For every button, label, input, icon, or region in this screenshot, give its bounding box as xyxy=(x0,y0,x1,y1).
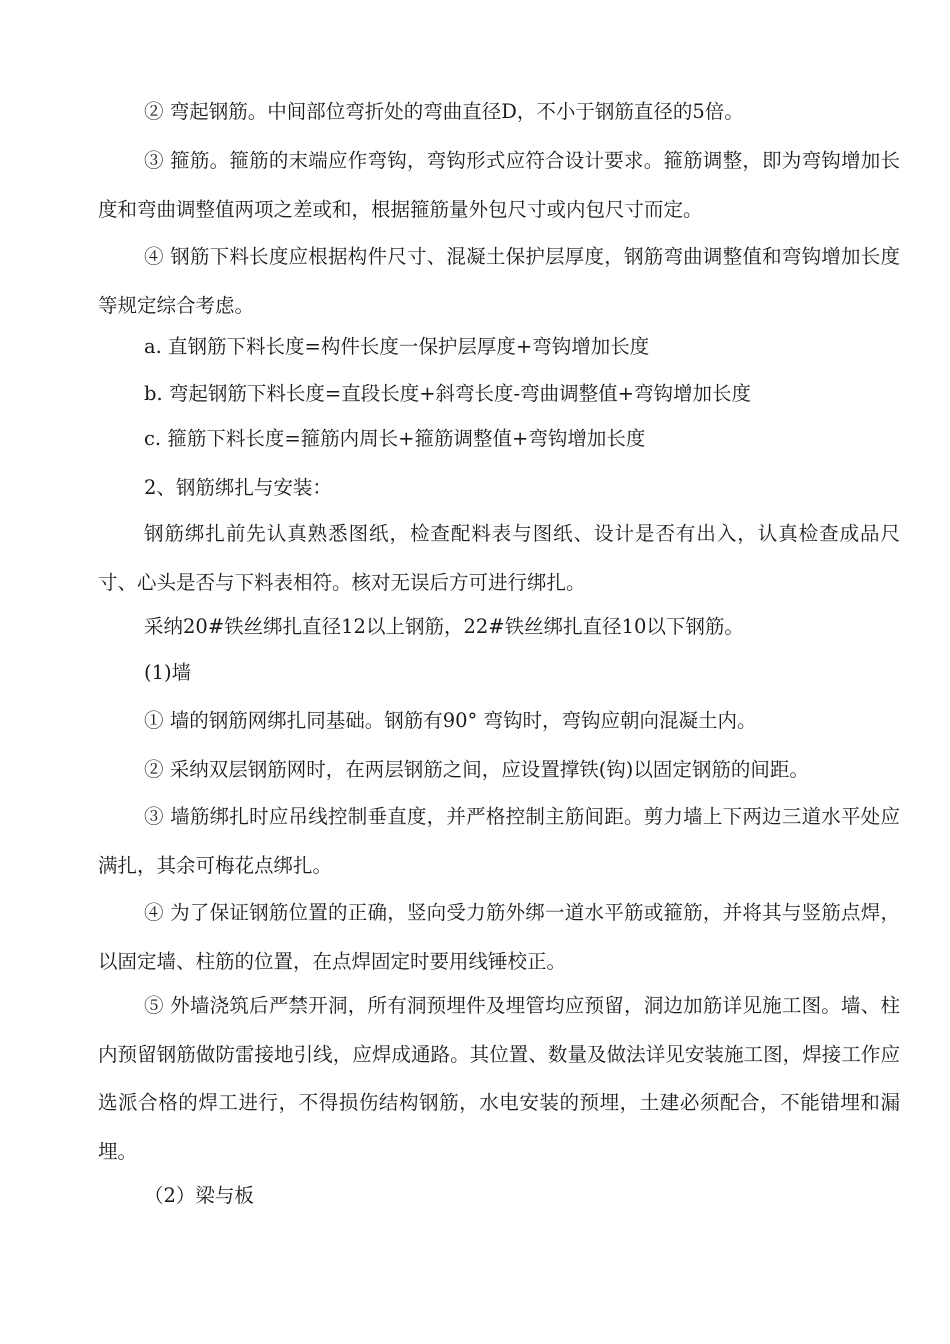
paragraph-wall-4: ④ 为了保证钢筋位置的正确，竖向受力筋外绑一道水平筋或箍筋，并将其与竖筋点焊，以固定墙、柱筋的位置，在点焊固定时要用线锤校正。 xyxy=(98,901,900,973)
section-heading-binding: 2、钢筋绑扎与安装： xyxy=(144,476,332,499)
paragraph-wire-gauge: 采纳20#铁丝绑扎直径12以上钢筋，22#铁丝绑扎直径10以下钢筋。 xyxy=(144,615,744,638)
paragraph-bent-bar: ② 弯起钢筋。中间部位弯折处的弯曲直径D，不小于钢筋直径的5倍。 xyxy=(144,100,744,123)
formula-bent-bar: b. 弯起钢筋下料长度=直段长度+斜弯长度-弯曲调整值+弯钩增加长度 xyxy=(144,382,751,405)
paragraph-stirrup: ③ 箍筋。箍筋的末端应作弯钩，弯钩形式应符合设计要求。箍筋调整，即为弯钩增加长度和弯曲调整值两项之差或和，根据箍筋量外包尺寸或内包尺寸而定。 xyxy=(98,149,900,221)
paragraph-wall-5: ⑤ 外墙浇筑后严禁开洞，所有洞预埋件及埋管均应预留，洞边加筋详见施工图。墙、柱内预留钢筋做防雷接地引线，应焊成通路。其位置、数量及做法详见安装施工图，焊接工作应选派合格的焊工进行，不得损伤结构钢筋，水电安装的预埋，土建必须配合，不能错埋和漏埋。 xyxy=(98,994,900,1163)
subheading-beam-slab: （2）梁与板 xyxy=(144,1184,254,1207)
formula-straight-bar: a. 直钢筋下料长度=构件长度一保护层厚度+弯钩增加长度 xyxy=(144,335,650,358)
paragraph-wall-3: ③ 墙筋绑扎时应吊线控制垂直度，并严格控制主筋间距。剪力墙上下两边三道水平处应满扎，其余可梅花点绑扎。 xyxy=(98,805,900,877)
paragraph-wall-1: ① 墙的钢筋网绑扎同基础。钢筋有90° 弯钩时，弯钩应朝向混凝土内。 xyxy=(144,709,757,732)
formula-stirrup: c. 箍筋下料长度=箍筋内周长+箍筋调整值+弯钩增加长度 xyxy=(144,427,646,450)
subheading-wall: (1)墙 xyxy=(144,661,192,684)
paragraph-cut-length: ④ 钢筋下料长度应根据构件尺寸、混凝土保护层厚度，钢筋弯曲调整值和弯钩增加长度等规定综合考虑。 xyxy=(98,245,900,317)
paragraph-wall-2: ② 采纳双层钢筋网时，在两层钢筋之间，应设置撑铁(钩)以固定钢筋的间距。 xyxy=(144,758,809,781)
paragraph-binding-check: 钢筋绑扎前先认真熟悉图纸，检查配料表与图纸、设计是否有出入，认真检查成品尺寸、心头是否与下料表相符。核对无误后方可进行绑扎。 xyxy=(98,522,900,594)
